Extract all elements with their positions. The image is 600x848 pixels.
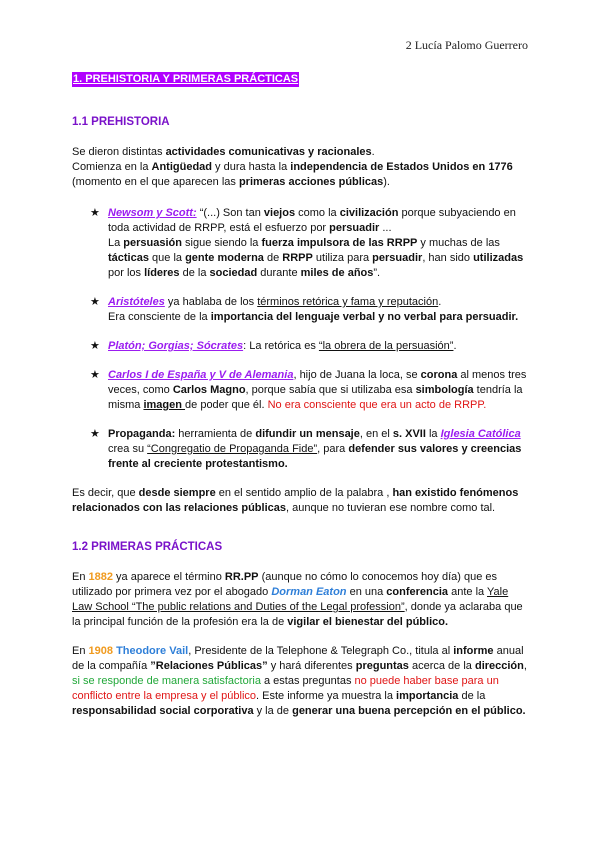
bullet-list [72,206,528,472]
star-bullet-icon: ★ [90,296,100,308]
list-item: ★ Platón; Gorgias; Sócrates: La retórica es “la obrera de la persuasión”. [90,340,457,352]
paragraph-1908: En 1908 Theodore Vail, Presidente de la Telephone & Telegraph Co., titula al informe anual de la compañía ”Relaciones Públicas” y hará diferentes preguntas acerca de la dirección, si se responde de manera satisfactoria a estas preguntas no puede haber base para un conflicto entre la empresa y el público. Este informe ya muestra la importancia de la responsabilidad social corporativa y la de generar una buena percepción en el público. [72,645,527,717]
star-bullet-icon: ★ [90,428,100,440]
page-header: 2 Lucía Palomo Guerrero [405,38,528,52]
star-bullet-icon: ★ [90,207,100,219]
section-title: 1. PREHISTORIA Y PRIMERAS PRÁCTICAS [73,73,299,85]
paragraph-1882: En 1882 ya aparece el término RR.PP (aunque no cómo lo conocemos hoy día) que es utilizado por primera vez por el abogado Dorman Eaton en una conferencia ante la Yale Law School “The public relations and Duties of the Legal profession”, donde ya aclaraba que la principal función de la profesión era la de vigilar el bienestar del público. [72,571,523,628]
subsection-title-primeras-practicas: 1.2 PRIMERAS PRÁCTICAS [72,541,223,553]
star-bullet-icon: ★ [90,369,100,381]
intro-paragraph: Se dieron distintas actividades comunicativas y racionales. Comienza en la Antigüedad y dura hasta la independencia de Estados Unidos en 1776 (momento en el que aparecen las primeras acciones públicas). [72,146,513,188]
outro-paragraph: Es decir, que desde siempre en el sentido amplio de la palabra , han existido fenómenos relacionados con las relaciones públicas, aunque no tuvieran ese nombre como tal. [72,487,519,514]
list-item: ★ Carlos I de España y V de Alemania, hijo de Juana la loca, se corona al menos tres veces, como Carlos Magno, porque sabía que si utilizaba esa simbología tendría la misma imagen de poder que él. No era consciente que era un acto de RRPP. [90,369,527,411]
list-item: ★ Newsom y Scott: “(...) Son tan viejos como la civilización porque subyaciendo en toda actividad de RRPP, está el esfuerzo por persuadir ... La persuasión sigue siendo la fuerza impulsora de las RRPP y muchas de las tácticas que la gente moderna de RRPP utiliza para persuadir, han sido utilizadas por los líderes de la sociedad durante miles de años”. [90,207,524,279]
document-body [72,72,528,719]
list-item: ★ Aristóteles ya hablaba de los términos retórica y fama y reputación. Era consciente de la importancia del lenguaje verbal y no verbal para persuadir. [90,296,519,323]
section-heading [72,72,528,87]
subsection-title-prehistoria: 1.1 PREHISTORIA [72,116,170,128]
star-bullet-icon: ★ [90,340,100,352]
list-item: ★ Propaganda: herramienta de difundir un mensaje, en el s. XVII la Iglesia Católica crea su “Congregatio de Propaganda Fide”, para defender sus valores y creencias frente al creciente protestantismo. [90,428,522,470]
